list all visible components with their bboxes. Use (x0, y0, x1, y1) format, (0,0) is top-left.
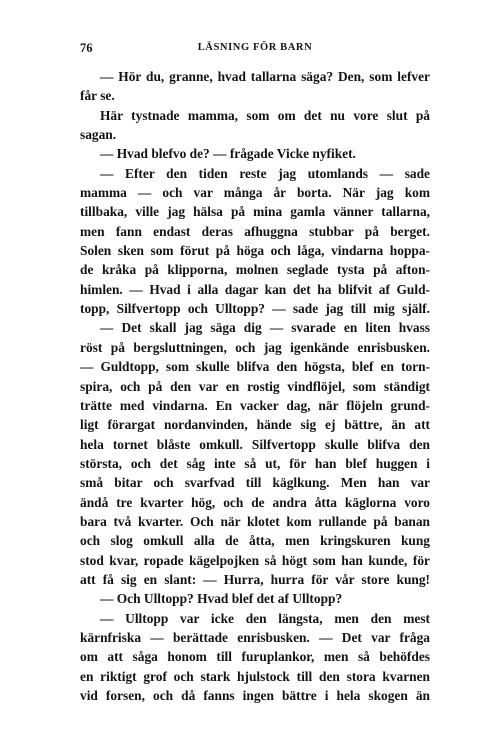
page-header (80, 41, 430, 61)
text-line: stod kvar, ropade kägelpojken så högt som han kunde, för (80, 552, 430, 568)
text-line: tillbaka, ville jag hälsa på mina gamla vänner tallarna, (80, 204, 430, 220)
text-line: ändå tre kvarter hög, och de andra åtta käglorna voro (80, 494, 430, 510)
text-line: — Ulltopp var icke den längsta, men den mest (100, 610, 430, 626)
page-number: 76 (80, 41, 93, 55)
text-line: röst på bergsluttningen, och jag igenkände enrisbusken. (80, 339, 430, 355)
text-line: ligt förargat nordanvinden, hände sig ej bättre, än att (80, 417, 430, 433)
text-line: hela tornet blåste omkull. Silfvertopp skulle blifva den (80, 436, 430, 452)
text-line: kärnfriska — berättade enrisbusken. — Det var fråga (80, 629, 430, 645)
text-line: vid forsen, och då fanns ingen bättre i hela skogen än (80, 688, 430, 703)
text-line: — Det skall jag säga dig — svarade en liten hvass (100, 320, 430, 336)
text-line: Här tystnade mamma, som om det nu vore slut på (100, 107, 430, 123)
text-line: spira, och på den var en rostig vindflöjel, som ständigt (80, 378, 430, 394)
body-text (80, 67, 430, 705)
text-line: små bitar och svarfvad till käglkung. Men han var (80, 475, 430, 491)
text-line: — Efter den tiden reste jag utomlands — sade (100, 165, 430, 181)
text-line: bara två kvarter. Och när klotet kom rullande på banan (80, 513, 430, 529)
running-title: LÄSNING FÖR BARN (197, 42, 313, 53)
text-line: största, och det såg inte så ut, för han blef huggen i (80, 455, 430, 471)
text-line: Solen sken som förut på höga och låga, vindarna hoppa- (80, 243, 430, 259)
text-line: att få sig en slant: — Hurra, hurra för vår store kung! (80, 571, 430, 587)
text-line: får se. (80, 88, 115, 104)
text-line: men fann endast deras afhuggna stubbar på berget. (80, 223, 430, 239)
text-line: — Och Ulltopp? Hvad blef det af Ulltopp? (100, 591, 343, 607)
text-line: om att såga honom till furuplankor, men så behöfdes (80, 649, 430, 665)
text-line: topp, Silfvertopp och Ulltopp? — sade jag till mig själf. (80, 301, 430, 317)
text-line: — Hvad blefvo de? — frågade Vicke nyfiket. (100, 146, 356, 162)
text-line: himlen. — Hvad i alla dagar kan det ha blifvit af Guld- (80, 281, 430, 297)
text-line: en riktigt grof och stark hjulstock till den stora kvarnen (80, 668, 430, 684)
text-line: mamma — och var många år borta. När jag kom (80, 185, 430, 201)
text-line: och slog omkull alla de åtta, men kringskuren kung (80, 533, 430, 549)
text-line: — Guldtopp, som skulle blifva den högsta, blef en torn- (80, 359, 430, 375)
text-line: sagan. (80, 127, 117, 143)
text-line: de kråka på klipporna, molnen seglade tysta på afton- (80, 262, 430, 278)
text-line: trätte med vindarna. En vacker dag, när flöjeln grund- (80, 397, 430, 413)
text-line: — Hör du, granne, hvad tallarna säga? Den, som lefver (100, 69, 430, 84)
